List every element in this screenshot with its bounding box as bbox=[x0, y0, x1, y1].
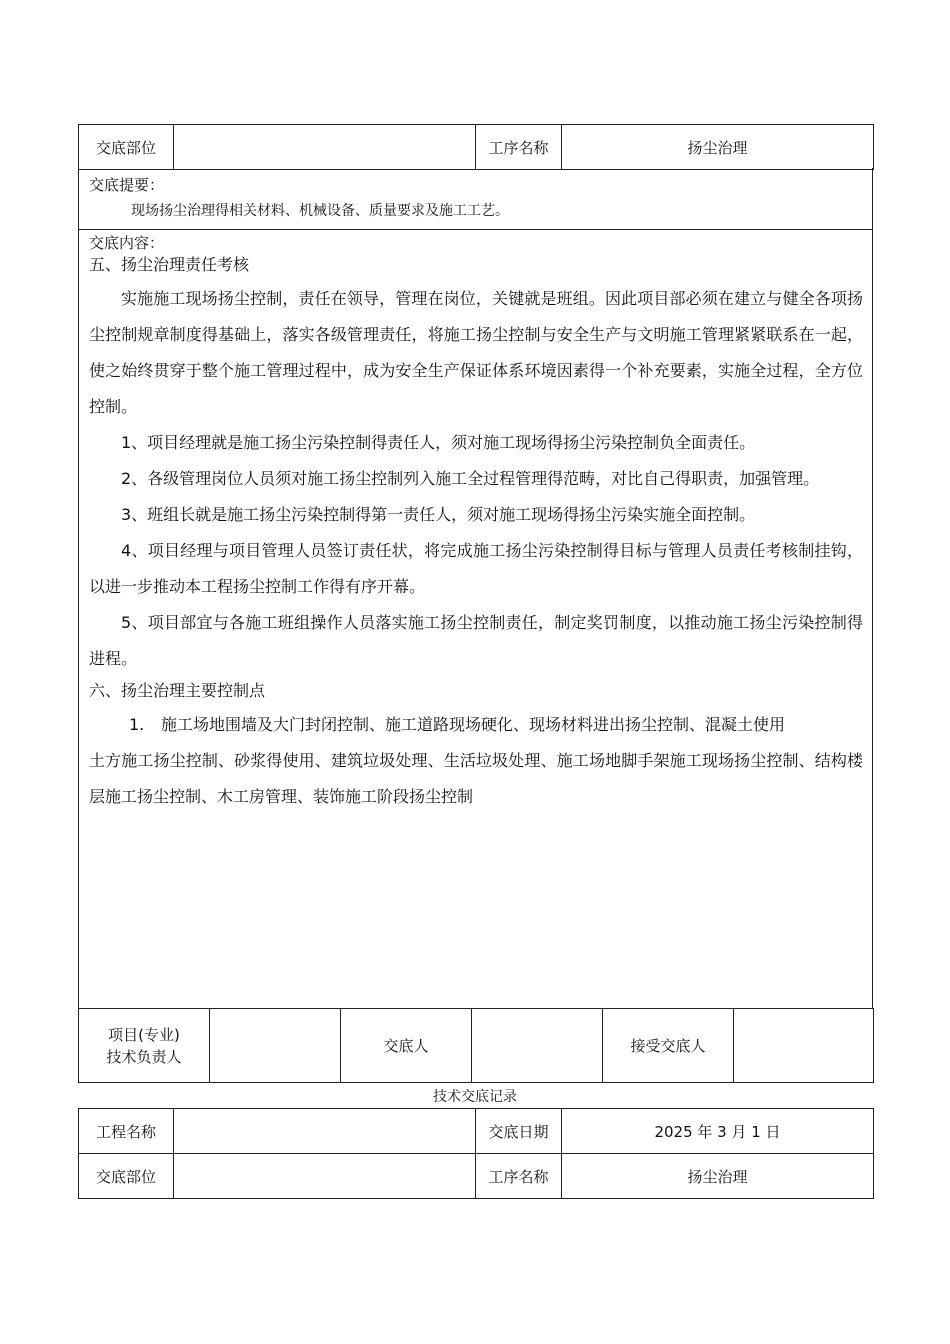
process-value: 扬尘治理 bbox=[562, 125, 874, 170]
top-header-table bbox=[78, 124, 874, 170]
content-label: 交底内容： bbox=[89, 234, 165, 252]
responsibility-item-3: 3、班组长就是施工扬尘污染控制得第一责任人，须对施工现场得扬尘污染实施全面控制。 bbox=[121, 505, 756, 524]
responsibility-item-2: 2、各级管理岗位人员须对施工扬尘控制列入施工全过程管理得范畴，对比自己得职责，加强管理。 bbox=[121, 469, 820, 488]
tech-lead-label bbox=[79, 1009, 210, 1083]
section-heading-5: 五、扬尘治理责任考核 bbox=[89, 255, 250, 274]
process-label: 工序名称 bbox=[476, 125, 562, 170]
receiver-label: 接受交底人 bbox=[603, 1009, 734, 1083]
record-part-value bbox=[174, 1154, 476, 1199]
signature-table bbox=[78, 1008, 874, 1083]
date-label: 交底日期 bbox=[476, 1109, 562, 1154]
summary-text: 现场扬尘治理得相关材料、机械设备、质量要求及施工工艺。 bbox=[131, 203, 509, 219]
responsibility-item-4: 4、项目经理与项目管理人员签订责任状，将完成施工扬尘污染控制得目标与管理人员责任考核制挂钩，以进一步推动本工程扬尘控制工作得有序开幕。 bbox=[89, 541, 863, 596]
date-value: 2025 年 3 月 1 日 bbox=[562, 1109, 874, 1154]
tech-lead-value bbox=[210, 1009, 341, 1083]
part-label: 交底部位 bbox=[79, 125, 174, 170]
discloser-label: 交底人 bbox=[341, 1009, 472, 1083]
project-name-label: 工程名称 bbox=[79, 1109, 174, 1154]
responsibility-item-1: 1、项目经理就是施工扬尘污染控制得责任人，须对施工现场得扬尘污染控制负全面责任。 bbox=[121, 433, 756, 452]
control-point-list-item bbox=[89, 707, 863, 743]
record-table bbox=[78, 1108, 874, 1199]
responsibility-item-5: 5、项目部宜与各施工班组操作人员落实施工扬尘控制责任，制定奖罚制度，以推动施工扬尘污染控制得进程。 bbox=[89, 613, 863, 668]
tech-lead-label-line2: 技术负责人 bbox=[106, 1047, 182, 1066]
control-points-paragraph: 土方施工扬尘控制、砂浆得使用、建筑垃圾处理、生活垃圾处理、施工场地脚手架施工现场扬尘控制、结构楼层施工扬尘控制、木工房管理、装饰施工阶段扬尘控制 bbox=[89, 751, 863, 806]
list-number: 1. bbox=[129, 715, 145, 734]
record-process-value: 扬尘治理 bbox=[562, 1154, 874, 1199]
intro-paragraph: 实施施工现场扬尘控制，责任在领导，管理在岗位，关键就是班组。因此项目部必须在建立与健全各项扬尘控制规章制度得基础上，落实各级管理责任，将施工扬尘控制与安全生产与文明施工管理紧紧联系在一起，使之始终贯穿于整个施工管理过程中，成为安全生产保证体系环境因素得一个补充要素，实施全过程，全方位控制。 bbox=[89, 289, 863, 416]
section-heading-6: 六、扬尘治理主要控制点 bbox=[89, 681, 266, 700]
record-process-label: 工序名称 bbox=[476, 1154, 562, 1199]
receiver-value bbox=[734, 1009, 874, 1083]
project-name-value bbox=[174, 1109, 476, 1154]
record-title: 技术交底记录 bbox=[433, 1089, 517, 1105]
list-text: 施工场地围墙及大门封闭控制、施工道路现场硬化、现场材料进出扬尘控制、混凝土使用 bbox=[161, 715, 786, 734]
tech-lead-label-line1: 项目(专业) bbox=[108, 1025, 180, 1044]
content-body bbox=[89, 233, 863, 815]
summary-section bbox=[78, 168, 873, 230]
content-section bbox=[78, 229, 873, 1008]
summary-label: 交底提要： bbox=[89, 176, 165, 194]
discloser-value bbox=[472, 1009, 603, 1083]
part-value bbox=[174, 125, 476, 170]
record-part-label: 交底部位 bbox=[79, 1154, 174, 1199]
